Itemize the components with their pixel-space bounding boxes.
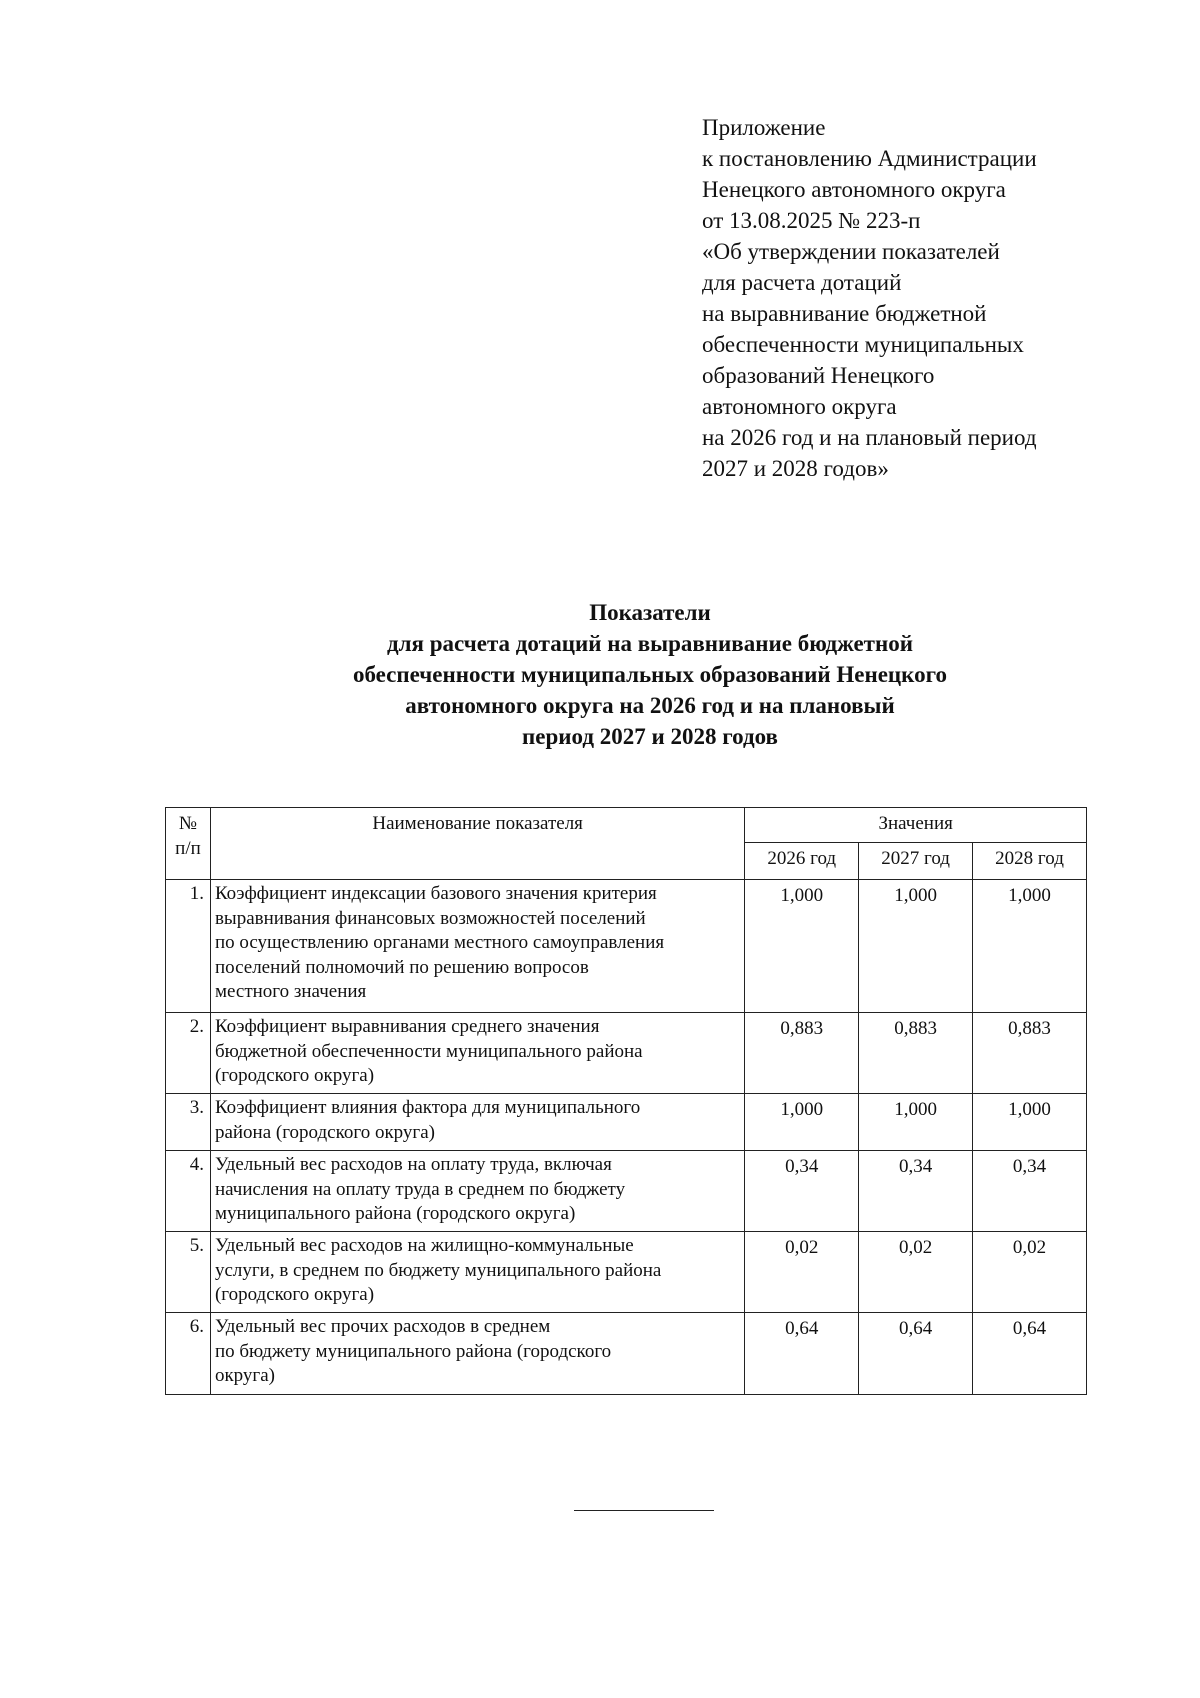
indicator-name-line: (городского округа): [214, 1065, 375, 1086]
title-line: Показатели: [589, 600, 711, 625]
title-line: автономного округа на 2026 год и на плановый: [405, 693, 895, 718]
value-2026: 0,34: [745, 1151, 859, 1232]
indicator-name-line: (городского округа): [214, 1284, 375, 1305]
value-2027: 0,64: [859, 1313, 973, 1395]
indicator-name-line: муниципального района (городского округа): [214, 1203, 576, 1224]
indicator-name-line: начисления на оплату труда в среднем по бюджету: [214, 1178, 626, 1200]
value-2028: 1,000: [973, 1094, 1087, 1151]
appendix-line: от 13.08.2025 № 223-п: [702, 208, 921, 233]
value-2026: 1,000: [745, 1094, 859, 1151]
indicator-name-line: Удельный вес расходов на жилищно-коммунальные: [214, 1235, 634, 1256]
header-year-2028: 2028 год: [973, 843, 1087, 880]
header-number-abbr: п/п: [175, 837, 201, 859]
indicator-name: [210, 1232, 744, 1313]
value-2026: 0,883: [745, 1013, 859, 1094]
row-number: 3.: [166, 1094, 211, 1151]
value-2026: 1,000: [745, 880, 859, 1013]
table-header-row: [166, 808, 1087, 843]
indicator-name: [210, 1094, 744, 1151]
end-of-document-divider: [574, 1510, 714, 1511]
appendix-line: «Об утверждении показателей: [702, 239, 1000, 264]
indicator-name-line: выравнивания финансовых возможностей поселений: [214, 907, 646, 929]
appendix-line: образований Ненецкого: [702, 363, 935, 388]
value-2028: 0,883: [973, 1013, 1087, 1094]
table-row: [166, 1151, 1087, 1232]
value-2028: 0,02: [973, 1232, 1087, 1313]
row-number: 6.: [166, 1313, 211, 1395]
appendix-line: Ненецкого автономного округа: [702, 177, 1006, 202]
appendix-line: для расчета дотаций: [702, 270, 902, 295]
value-2027: 0,34: [859, 1151, 973, 1232]
value-2026: 0,02: [745, 1232, 859, 1313]
appendix-line: на 2026 год и на плановый период: [702, 425, 1037, 450]
indicator-name-line: Удельный вес расходов на оплату труда, включая: [214, 1154, 612, 1175]
indicator-name-line: Коэффициент индексации базового значения критерия: [214, 883, 657, 904]
title-line: период 2027 и 2028 годов: [522, 724, 778, 749]
indicator-name-line: услуги, в среднем по бюджету муниципального района: [214, 1259, 662, 1281]
table-row: [166, 1013, 1087, 1094]
indicator-name-line: по осуществлению органами местного самоуправления: [214, 932, 665, 953]
document-title: [200, 597, 1100, 752]
row-number: 1.: [166, 880, 211, 1013]
value-2028: 1,000: [973, 880, 1087, 1013]
indicator-name: [210, 1313, 744, 1395]
header-number-cell: [166, 808, 211, 880]
appendix-line: 2027 и 2028 годов»: [702, 456, 889, 481]
table-row: [166, 1094, 1087, 1151]
row-number: 4.: [166, 1151, 211, 1232]
value-2027: 0,883: [859, 1013, 973, 1094]
header-year-2027: 2027 год: [859, 843, 973, 880]
header-year-2026: 2026 год: [745, 843, 859, 880]
value-2026: 0,64: [745, 1313, 859, 1395]
indicator-name-line: округа): [214, 1365, 275, 1386]
value-2027: 1,000: [859, 880, 973, 1013]
indicator-name-line: поселений полномочий по решению вопросов: [214, 956, 589, 978]
appendix-line: обеспеченности муниципальных: [702, 332, 1024, 357]
table-row: [166, 1313, 1087, 1395]
indicators-table: [165, 807, 1087, 1395]
value-2027: 0,02: [859, 1232, 973, 1313]
value-2028: 0,34: [973, 1151, 1087, 1232]
indicator-name-line: местного значения: [214, 981, 367, 1002]
appendix-line: Приложение: [702, 115, 826, 140]
appendix-line: на выравнивание бюджетной: [702, 301, 987, 326]
indicator-name-line: бюджетной обеспеченности муниципального района: [214, 1040, 643, 1062]
header-name-cell: Наименование показателя: [210, 808, 744, 880]
value-2028: 0,64: [973, 1313, 1087, 1395]
indicator-name-line: Коэффициент влияния фактора для муниципального: [214, 1097, 641, 1118]
indicator-name: [210, 880, 744, 1013]
header-number-symbol: №: [178, 813, 198, 834]
row-number: 2.: [166, 1013, 211, 1094]
indicator-name-line: района (городского округа): [214, 1121, 435, 1143]
indicator-name-line: по бюджету муниципального района (городского: [214, 1340, 612, 1362]
title-line: для расчета дотаций на выравнивание бюджетной: [387, 631, 913, 656]
title-line: обеспеченности муниципальных образований Ненецкого: [352, 662, 947, 687]
indicator-name: [210, 1013, 744, 1094]
value-2027: 1,000: [859, 1094, 973, 1151]
indicator-name-line: Коэффициент выравнивания среднего значения: [214, 1016, 600, 1037]
indicator-name-line: Удельный вес прочих расходов в среднем: [214, 1316, 551, 1337]
appendix-block: [702, 112, 1122, 484]
table-row: [166, 880, 1087, 1013]
appendix-line: к постановлению Администрации: [702, 146, 1037, 171]
table-row: [166, 1232, 1087, 1313]
appendix-line: автономного округа: [702, 394, 897, 419]
header-values-cell: Значения: [745, 808, 1087, 843]
row-number: 5.: [166, 1232, 211, 1313]
indicator-name: [210, 1151, 744, 1232]
